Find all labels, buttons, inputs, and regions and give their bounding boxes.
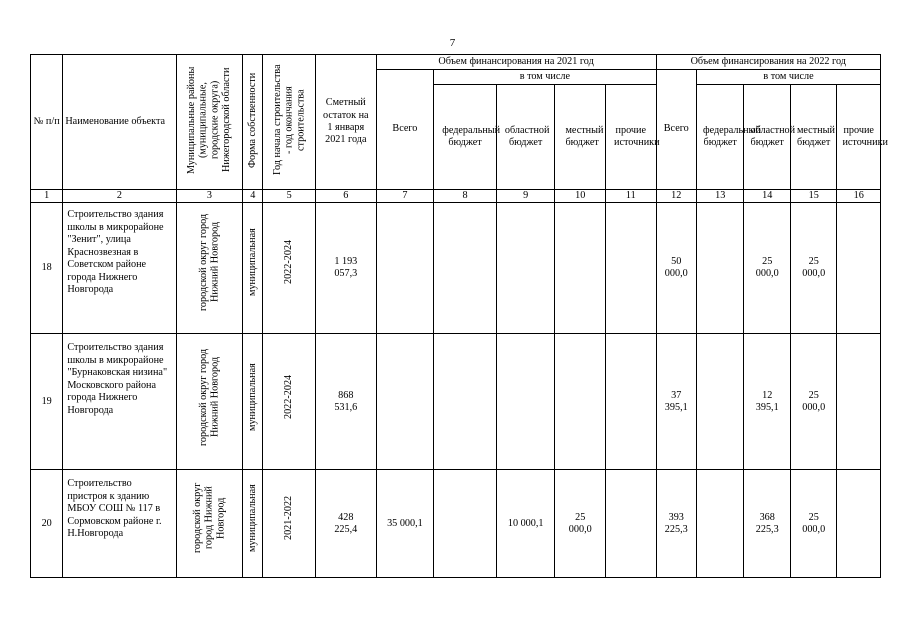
row-number: 18	[31, 203, 63, 334]
column-number: 5	[263, 190, 316, 203]
regional-2022: 12 395,1	[744, 334, 790, 470]
regional-2022: 368 225,3	[744, 470, 790, 578]
column-number: 7	[376, 190, 434, 203]
column-numbers-row	[31, 190, 881, 203]
column-number: 14	[744, 190, 790, 203]
balance: 1 193 057,3	[315, 203, 376, 334]
years: 2021-2022	[263, 470, 316, 578]
header-years: Год начала строительства - год окончания строительства	[263, 55, 316, 190]
object-name: Строительство здания школы в микрорайоне "Зенит", улица Краснозвезная в Советском районе города Нижнего Новгорода	[63, 203, 176, 334]
column-number: 4	[243, 190, 263, 203]
federal-2022	[696, 470, 744, 578]
total-2022: 393 225,3	[656, 470, 696, 578]
header-federal-2022: федеральный бюджет	[696, 85, 744, 190]
header-other-2021: прочие источники	[606, 85, 657, 190]
header-fin-2022: Объем финансирования на 2022 год	[656, 55, 880, 70]
local-2022: 25 000,0	[790, 334, 836, 470]
other-2022	[837, 334, 881, 470]
header-federal-2021: федеральный бюджет	[434, 85, 497, 190]
regional-2021	[496, 334, 555, 470]
balance: 428 225,4	[315, 470, 376, 578]
federal-2021	[434, 470, 497, 578]
federal-2022	[696, 203, 744, 334]
header-in-that-2021: в том числе	[434, 70, 656, 85]
header-name: Наименование объекта	[63, 55, 176, 190]
header-local-2021: местный бюджет	[555, 85, 606, 190]
header-local-2022: местный бюджет	[790, 85, 836, 190]
years: 2022-2024	[263, 203, 316, 334]
local-2021	[555, 334, 606, 470]
regional-2022: 25 000,0	[744, 203, 790, 334]
header-in-that-2022: в том числе	[696, 70, 880, 85]
column-number: 16	[837, 190, 881, 203]
column-number: 8	[434, 190, 497, 203]
total-2021: 35 000,1	[376, 470, 434, 578]
table-row	[31, 470, 881, 578]
other-2021	[606, 470, 657, 578]
other-2022	[837, 470, 881, 578]
header-regional-2022: областной бюджет	[744, 85, 790, 190]
column-number: 6	[315, 190, 376, 203]
table-row	[31, 334, 881, 470]
total-2021	[376, 203, 434, 334]
total-2021	[376, 334, 434, 470]
federal-2022	[696, 334, 744, 470]
column-number: 3	[176, 190, 243, 203]
page-number: 7	[449, 37, 456, 49]
local-2022: 25 000,0	[790, 203, 836, 334]
local-2021: 25 000,0	[555, 470, 606, 578]
total-2022: 37 395,1	[656, 334, 696, 470]
header-balance: Сметный остаток на 1 января 2021 года	[315, 55, 376, 190]
column-number: 10	[555, 190, 606, 203]
object-name: Строительство пристроя к зданию МБОУ СОШ № 117 в Сормовском районе г. Н.Новгорода	[63, 470, 176, 578]
local-2022: 25 000,0	[790, 470, 836, 578]
federal-2021	[434, 334, 497, 470]
financing-table	[30, 54, 888, 578]
object-name: Строительство здания школы в микрорайоне "Бурнаковская низина" Московского района города Нижнего Новгорода	[63, 334, 176, 470]
district: городской округ город Нижний Новгород	[176, 203, 243, 334]
header-total-2022: Всего	[656, 70, 696, 190]
district: городской округ город Нижний Новгород	[176, 334, 243, 470]
header-row-1	[31, 55, 881, 70]
header-total-2021: Всего	[376, 70, 434, 190]
header-other-2022: прочие источники	[837, 85, 881, 190]
ownership: муниципальная	[243, 203, 263, 334]
table-row	[31, 203, 881, 334]
district: городской округ город Нижний Новгород	[176, 470, 243, 578]
column-number: 2	[63, 190, 176, 203]
total-2022: 50 000,0	[656, 203, 696, 334]
header-num: № п/п	[31, 55, 63, 190]
column-number: 15	[790, 190, 836, 203]
header-district: Муниципальные районы (муниципальные, городские округа) Нижегородской области	[176, 55, 243, 190]
years: 2022-2024	[263, 334, 316, 470]
header-regional-2021: областной бюджет	[496, 85, 555, 190]
federal-2021	[434, 203, 497, 334]
row-number: 20	[31, 470, 63, 578]
local-2021	[555, 203, 606, 334]
regional-2021: 10 000,1	[496, 470, 555, 578]
column-number: 11	[606, 190, 657, 203]
header-fin-2021: Объем финансирования на 2021 год	[376, 55, 656, 70]
column-number: 9	[496, 190, 555, 203]
other-2022	[837, 203, 881, 334]
other-2021	[606, 203, 657, 334]
header-ownership: Форма собственности	[243, 55, 263, 190]
regional-2021	[496, 203, 555, 334]
ownership: муниципальная	[243, 334, 263, 470]
balance: 868 531,6	[315, 334, 376, 470]
row-number: 19	[31, 334, 63, 470]
other-2021	[606, 334, 657, 470]
column-number: 13	[696, 190, 744, 203]
column-number: 1	[31, 190, 63, 203]
column-number: 12	[656, 190, 696, 203]
ownership: муниципальная	[243, 470, 263, 578]
